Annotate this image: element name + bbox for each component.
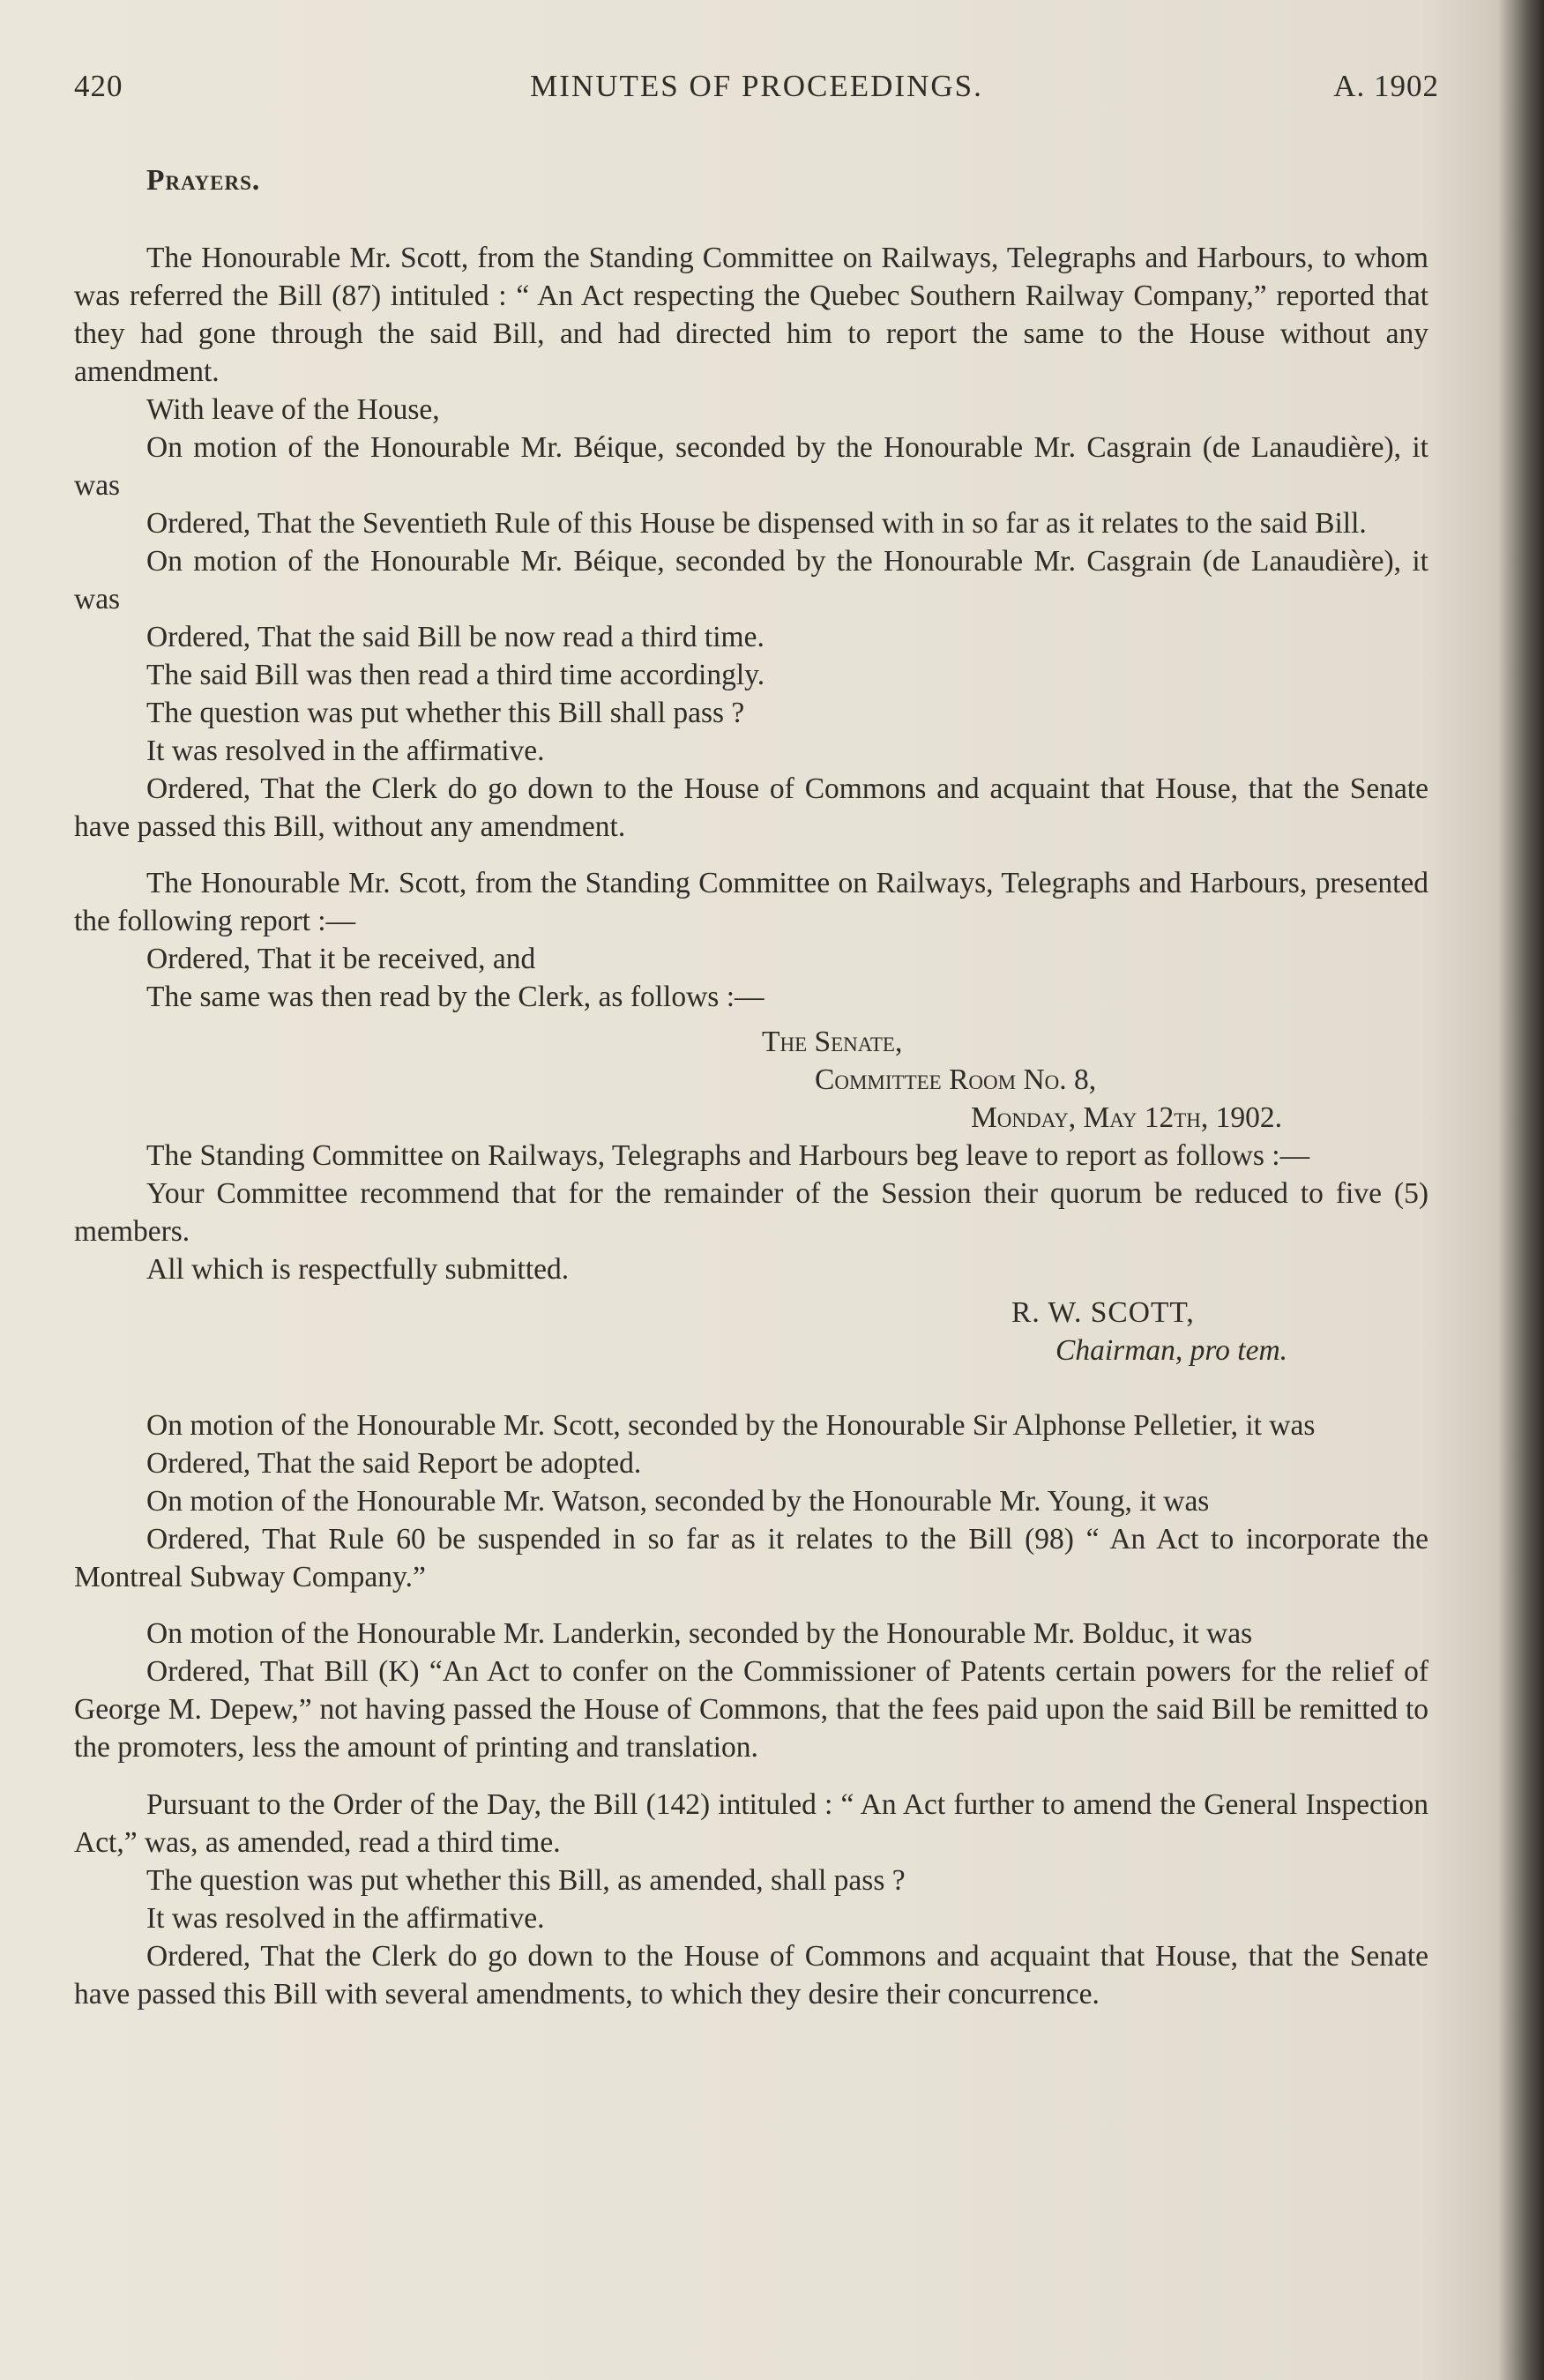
paragraph: The Honourable Mr. Scott, from the Standing Committee on Railways, Telegraphs and Harbours, to whom was referred the Bill (87) intituled : “ An Act respecting the Quebec Southern Railway Company,” reported that they had gone through the said Bill, and had directed him to report the same to the House without any amendment. xyxy=(74,242,1428,388)
report-header-senate: The Senate, xyxy=(762,1026,903,1058)
paragraph: The same was then read by the Clerk, as follows :— xyxy=(146,981,765,1013)
report-header-date: Monday, May 12th, 1902. xyxy=(971,1101,1283,1134)
paragraph: Ordered, That Rule 60 be suspended in so far as it relates to the Bill (98) “ An Act to incorporate the Montreal Subway Company.” xyxy=(74,1523,1428,1593)
paragraph: The said Bill was then read a third time accordingly. xyxy=(146,659,765,691)
running-title: MINUTES OF PROCEEDINGS. xyxy=(530,69,983,103)
report-header-room: Committee Room No. 8, xyxy=(815,1063,1097,1096)
paragraph: It was resolved in the affirmative. xyxy=(146,735,545,767)
page-header xyxy=(74,69,1439,122)
paragraph: The question was put whether this Bill, as amended, shall pass ? xyxy=(146,1864,906,1897)
signature-title: Chairman, pro tem. xyxy=(1055,1334,1288,1367)
page-body xyxy=(74,161,1428,2013)
paragraph: On motion of the Honourable Mr. Landerkin, seconded by the Honourable Mr. Bolduc, it was xyxy=(146,1617,1253,1650)
paragraph: On motion of the Honourable Mr. Scott, seconded by the Honourable Sir Alphonse Pelletier, it was xyxy=(146,1409,1316,1442)
page-number: 420 xyxy=(74,69,123,103)
paragraph: Ordered, That it be received, and xyxy=(146,943,536,975)
paragraph: The Standing Committee on Railways, Telegraphs and Harbours beg leave to report as follows :— xyxy=(146,1139,1310,1172)
paragraph: The question was put whether this Bill shall pass ? xyxy=(146,697,745,729)
paragraph: Your Committee recommend that for the remainder of the Session their quorum be reduced to five (5) members. xyxy=(74,1177,1428,1248)
paragraph: Ordered, That the Clerk do go down to the House of Commons and acquaint that House, that the Senate have passed this Bill, without any amendment. xyxy=(74,772,1428,843)
year-label: A. 1902 xyxy=(1333,69,1439,103)
paragraph: Pursuant to the Order of the Day, the Bill (142) intituled : “ An Act further to amend the General Inspection Act,” was, as amended, read a third time. xyxy=(74,1788,1428,1859)
paragraph: The Honourable Mr. Scott, from the Standing Committee on Railways, Telegraphs and Harbours, presented the following report :— xyxy=(74,867,1428,937)
paragraph: Ordered, That the said Report be adopted. xyxy=(146,1447,642,1480)
paragraph: On motion of the Honourable Mr. Watson, seconded by the Honourable Mr. Young, it was xyxy=(146,1485,1210,1518)
paragraph: With leave of the House, xyxy=(146,393,440,426)
paragraph: It was resolved in the affirmative. xyxy=(146,1902,545,1935)
paragraph: Ordered, That the said Bill be now read a third time. xyxy=(146,621,765,653)
section-heading: Prayers. xyxy=(146,164,261,197)
signature-name: R. W. SCOTT, xyxy=(1011,1296,1195,1329)
paragraph: Ordered, That the Clerk do go down to the House of Commons and acquaint that House, that the Senate have passed this Bill with several amendments, to which they desire their concurrence. xyxy=(74,1940,1428,2011)
paragraph: On motion of the Honourable Mr. Béique, seconded by the Honourable Mr. Casgrain (de Lanaudière), it was xyxy=(74,431,1428,502)
paragraph: Ordered, That Bill (K) “An Act to confer on the Commissioner of Patents certain powers for the relief of George M. Depew,” not having passed the House of Commons, that the fees paid upon the said Bill be remitted to the promoters, less the amount of printing and translation. xyxy=(74,1655,1428,1764)
paragraph: On motion of the Honourable Mr. Béique, seconded by the Honourable Mr. Casgrain (de Lanaudière), it was xyxy=(74,545,1428,616)
paragraph: Ordered, That the Seventieth Rule of this House be dispensed with in so far as it relates to the said Bill. xyxy=(146,507,1367,540)
paragraph: All which is respectfully submitted. xyxy=(146,1253,570,1286)
